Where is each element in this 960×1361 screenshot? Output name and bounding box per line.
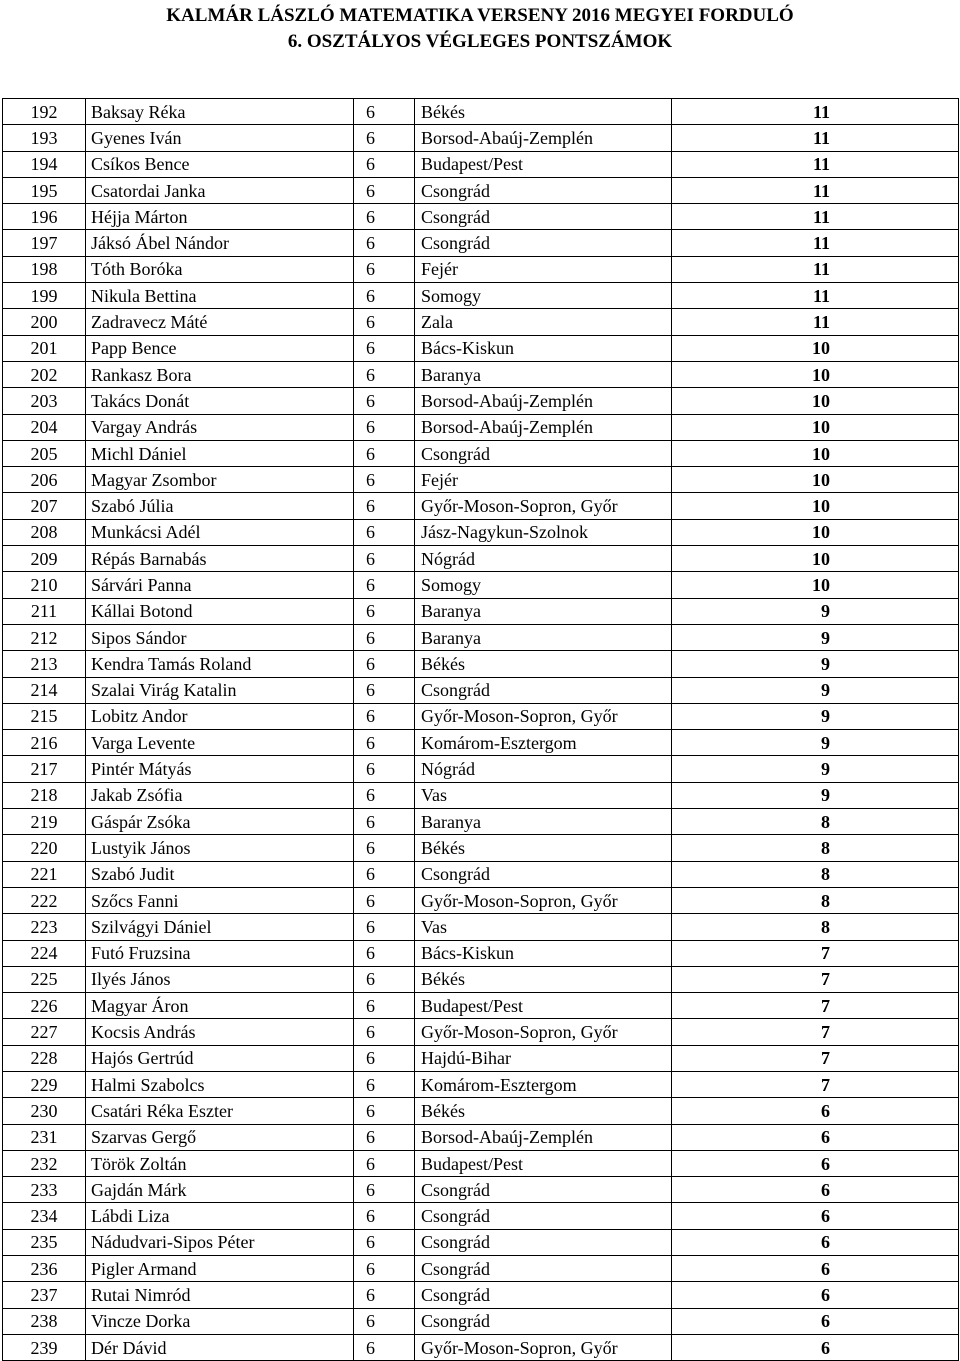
score-cell: 7 xyxy=(672,1019,959,1045)
county-cell: Csongrád xyxy=(415,440,672,466)
table-row xyxy=(3,493,959,519)
table-row xyxy=(3,572,959,598)
table-row xyxy=(3,1256,959,1282)
grade-cell: 6 xyxy=(354,546,415,572)
name-cell: Csatári Réka Eszter xyxy=(86,1098,354,1124)
county-cell: Csongrád xyxy=(415,177,672,203)
name-cell: Szarvas Gergő xyxy=(86,1124,354,1150)
table-row xyxy=(3,730,959,756)
grade-cell: 6 xyxy=(354,1098,415,1124)
score-cell: 6 xyxy=(672,1203,959,1229)
name-cell: Lábdi Liza xyxy=(86,1203,354,1229)
rank-cell: 214 xyxy=(3,677,86,703)
county-cell: Győr-Moson-Sopron, Győr xyxy=(415,1334,672,1360)
grade-cell: 6 xyxy=(354,651,415,677)
rank-cell: 215 xyxy=(3,703,86,729)
score-cell: 9 xyxy=(672,756,959,782)
grade-cell: 6 xyxy=(354,1124,415,1150)
rank-cell: 236 xyxy=(3,1256,86,1282)
name-cell: Futó Fruzsina xyxy=(86,940,354,966)
score-cell: 7 xyxy=(672,1045,959,1071)
score-cell: 11 xyxy=(672,99,959,125)
name-cell: Sipos Sándor xyxy=(86,624,354,650)
table-row xyxy=(3,467,959,493)
table-row xyxy=(3,1177,959,1203)
name-cell: Csíkos Bence xyxy=(86,151,354,177)
name-cell: Jáksó Ábel Nándor xyxy=(86,230,354,256)
table-row xyxy=(3,1308,959,1334)
score-cell: 11 xyxy=(672,256,959,282)
score-cell: 6 xyxy=(672,1282,959,1308)
county-cell: Békés xyxy=(415,835,672,861)
rank-cell: 228 xyxy=(3,1045,86,1071)
grade-cell: 6 xyxy=(354,1177,415,1203)
grade-cell: 6 xyxy=(354,1282,415,1308)
table-row xyxy=(3,99,959,125)
score-cell: 9 xyxy=(672,730,959,756)
table-row xyxy=(3,1282,959,1308)
county-cell: Borsod-Abaúj-Zemplén xyxy=(415,388,672,414)
table-row xyxy=(3,756,959,782)
rank-cell: 199 xyxy=(3,283,86,309)
table-row xyxy=(3,835,959,861)
name-cell: Lustyik János xyxy=(86,835,354,861)
grade-cell: 6 xyxy=(354,756,415,782)
grade-cell: 6 xyxy=(354,467,415,493)
grade-cell: 6 xyxy=(354,1071,415,1097)
score-cell: 9 xyxy=(672,703,959,729)
grade-cell: 6 xyxy=(354,493,415,519)
table-row xyxy=(3,335,959,361)
grade-cell: 6 xyxy=(354,835,415,861)
rank-cell: 197 xyxy=(3,230,86,256)
county-cell: Borsod-Abaúj-Zemplén xyxy=(415,125,672,151)
grade-cell: 6 xyxy=(354,887,415,913)
name-cell: Rankasz Bora xyxy=(86,361,354,387)
rank-cell: 234 xyxy=(3,1203,86,1229)
table-row xyxy=(3,677,959,703)
score-cell: 9 xyxy=(672,677,959,703)
table-row xyxy=(3,598,959,624)
table-row xyxy=(3,993,959,1019)
table-row xyxy=(3,256,959,282)
rank-cell: 226 xyxy=(3,993,86,1019)
score-cell: 10 xyxy=(672,467,959,493)
score-cell: 10 xyxy=(672,414,959,440)
county-cell: Csongrád xyxy=(415,1203,672,1229)
county-cell: Nógrád xyxy=(415,546,672,572)
table-row xyxy=(3,1045,959,1071)
score-cell: 8 xyxy=(672,835,959,861)
table-row xyxy=(3,782,959,808)
rank-cell: 211 xyxy=(3,598,86,624)
table-row xyxy=(3,414,959,440)
grade-cell: 6 xyxy=(354,1229,415,1255)
grade-cell: 6 xyxy=(354,914,415,940)
name-cell: Gyenes Iván xyxy=(86,125,354,151)
grade-cell: 6 xyxy=(354,730,415,756)
county-cell: Nógrád xyxy=(415,756,672,782)
grade-cell: 6 xyxy=(354,204,415,230)
rank-cell: 203 xyxy=(3,388,86,414)
score-cell: 10 xyxy=(672,493,959,519)
table-row xyxy=(3,1071,959,1097)
rank-cell: 206 xyxy=(3,467,86,493)
county-cell: Békés xyxy=(415,966,672,992)
name-cell: Munkácsi Adél xyxy=(86,519,354,545)
county-cell: Budapest/Pest xyxy=(415,1150,672,1176)
grade-cell: 6 xyxy=(354,151,415,177)
county-cell: Budapest/Pest xyxy=(415,993,672,1019)
table-row xyxy=(3,1203,959,1229)
score-cell: 9 xyxy=(672,624,959,650)
county-cell: Baranya xyxy=(415,809,672,835)
rank-cell: 239 xyxy=(3,1334,86,1360)
grade-cell: 6 xyxy=(354,519,415,545)
rank-cell: 219 xyxy=(3,809,86,835)
county-cell: Somogy xyxy=(415,283,672,309)
rank-cell: 195 xyxy=(3,177,86,203)
table-row xyxy=(3,204,959,230)
rank-cell: 225 xyxy=(3,966,86,992)
county-cell: Bács-Kiskun xyxy=(415,940,672,966)
county-cell: Csongrád xyxy=(415,1282,672,1308)
grade-cell: 6 xyxy=(354,125,415,151)
grade-cell: 6 xyxy=(354,256,415,282)
table-row xyxy=(3,624,959,650)
rank-cell: 208 xyxy=(3,519,86,545)
document-title: KALMÁR LÁSZLÓ MATEMATIKA VERSENY 2016 MEGYEI FORDULÓ xyxy=(166,5,794,26)
name-cell: Csatordai Janka xyxy=(86,177,354,203)
rank-cell: 212 xyxy=(3,624,86,650)
table-row xyxy=(3,914,959,940)
table-row xyxy=(3,703,959,729)
score-cell: 7 xyxy=(672,993,959,1019)
name-cell: Szabó Júlia xyxy=(86,493,354,519)
grade-cell: 6 xyxy=(354,309,415,335)
score-cell: 11 xyxy=(672,177,959,203)
county-cell: Fejér xyxy=(415,467,672,493)
score-cell: 11 xyxy=(672,151,959,177)
name-cell: Pintér Mátyás xyxy=(86,756,354,782)
score-cell: 6 xyxy=(672,1256,959,1282)
grade-cell: 6 xyxy=(354,572,415,598)
county-cell: Győr-Moson-Sopron, Győr xyxy=(415,493,672,519)
grade-cell: 6 xyxy=(354,335,415,361)
county-cell: Komárom-Esztergom xyxy=(415,730,672,756)
rank-cell: 198 xyxy=(3,256,86,282)
score-cell: 7 xyxy=(672,1071,959,1097)
score-cell: 10 xyxy=(672,361,959,387)
grade-cell: 6 xyxy=(354,283,415,309)
score-cell: 7 xyxy=(672,966,959,992)
name-cell: Török Zoltán xyxy=(86,1150,354,1176)
grade-cell: 6 xyxy=(354,177,415,203)
grade-cell: 6 xyxy=(354,440,415,466)
county-cell: Békés xyxy=(415,1098,672,1124)
rank-cell: 238 xyxy=(3,1308,86,1334)
county-cell: Bács-Kiskun xyxy=(415,335,672,361)
county-cell: Budapest/Pest xyxy=(415,151,672,177)
name-cell: Héjja Márton xyxy=(86,204,354,230)
grade-cell: 6 xyxy=(354,598,415,624)
table-row xyxy=(3,361,959,387)
table-row xyxy=(3,283,959,309)
rank-cell: 237 xyxy=(3,1282,86,1308)
name-cell: Gáspár Zsóka xyxy=(86,809,354,835)
grade-cell: 6 xyxy=(354,230,415,256)
name-cell: Varga Levente xyxy=(86,730,354,756)
score-cell: 11 xyxy=(672,204,959,230)
county-cell: Fejér xyxy=(415,256,672,282)
name-cell: Dér Dávid xyxy=(86,1334,354,1360)
rank-cell: 222 xyxy=(3,887,86,913)
county-cell: Jász-Nagykun-Szolnok xyxy=(415,519,672,545)
rank-cell: 229 xyxy=(3,1071,86,1097)
name-cell: Zadravecz Máté xyxy=(86,309,354,335)
score-cell: 6 xyxy=(672,1098,959,1124)
table-row xyxy=(3,861,959,887)
name-cell: Jakab Zsófia xyxy=(86,782,354,808)
county-cell: Vas xyxy=(415,782,672,808)
results-table-body xyxy=(3,99,959,1361)
score-cell: 10 xyxy=(672,335,959,361)
table-row xyxy=(3,546,959,572)
score-cell: 10 xyxy=(672,388,959,414)
document-subtitle: 6. OSZTÁLYOS VÉGLEGES PONTSZÁMOK xyxy=(287,31,673,52)
grade-cell: 6 xyxy=(354,1203,415,1229)
score-cell: 6 xyxy=(672,1334,959,1360)
grade-cell: 6 xyxy=(354,861,415,887)
table-row xyxy=(3,519,959,545)
rank-cell: 217 xyxy=(3,756,86,782)
score-cell: 9 xyxy=(672,651,959,677)
county-cell: Zala xyxy=(415,309,672,335)
county-cell: Győr-Moson-Sopron, Győr xyxy=(415,887,672,913)
county-cell: Komárom-Esztergom xyxy=(415,1071,672,1097)
grade-cell: 6 xyxy=(354,940,415,966)
rank-cell: 194 xyxy=(3,151,86,177)
name-cell: Szabó Judit xyxy=(86,861,354,887)
county-cell: Hajdú-Bihar xyxy=(415,1045,672,1071)
county-cell: Csongrád xyxy=(415,861,672,887)
table-row xyxy=(3,388,959,414)
name-cell: Répás Barnabás xyxy=(86,546,354,572)
grade-cell: 6 xyxy=(354,966,415,992)
county-cell: Baranya xyxy=(415,598,672,624)
table-row xyxy=(3,1334,959,1360)
rank-cell: 207 xyxy=(3,493,86,519)
rank-cell: 193 xyxy=(3,125,86,151)
name-cell: Nikula Bettina xyxy=(86,283,354,309)
grade-cell: 6 xyxy=(354,1150,415,1176)
name-cell: Magyar Áron xyxy=(86,993,354,1019)
name-cell: Lobitz Andor xyxy=(86,703,354,729)
rank-cell: 233 xyxy=(3,1177,86,1203)
table-row xyxy=(3,1229,959,1255)
name-cell: Baksay Réka xyxy=(86,99,354,125)
score-cell: 9 xyxy=(672,782,959,808)
grade-cell: 6 xyxy=(354,388,415,414)
grade-cell: 6 xyxy=(354,624,415,650)
grade-cell: 6 xyxy=(354,1334,415,1360)
grade-cell: 6 xyxy=(354,993,415,1019)
name-cell: Szilvágyi Dániel xyxy=(86,914,354,940)
table-row xyxy=(3,1019,959,1045)
name-cell: Kállai Botond xyxy=(86,598,354,624)
table-row xyxy=(3,651,959,677)
name-cell: Vargay András xyxy=(86,414,354,440)
rank-cell: 213 xyxy=(3,651,86,677)
name-cell: Gajdán Márk xyxy=(86,1177,354,1203)
county-cell: Borsod-Abaúj-Zemplén xyxy=(415,1124,672,1150)
table-row xyxy=(3,1124,959,1150)
score-cell: 6 xyxy=(672,1124,959,1150)
table-row xyxy=(3,809,959,835)
grade-cell: 6 xyxy=(354,1256,415,1282)
grade-cell: 6 xyxy=(354,99,415,125)
table-row xyxy=(3,230,959,256)
county-cell: Baranya xyxy=(415,361,672,387)
rank-cell: 205 xyxy=(3,440,86,466)
county-cell: Győr-Moson-Sopron, Győr xyxy=(415,1019,672,1045)
rank-cell: 192 xyxy=(3,99,86,125)
county-cell: Csongrád xyxy=(415,677,672,703)
rank-cell: 196 xyxy=(3,204,86,230)
rank-cell: 220 xyxy=(3,835,86,861)
table-row xyxy=(3,940,959,966)
rank-cell: 202 xyxy=(3,361,86,387)
name-cell: Halmi Szabolcs xyxy=(86,1071,354,1097)
county-cell: Somogy xyxy=(415,572,672,598)
county-cell: Borsod-Abaúj-Zemplén xyxy=(415,414,672,440)
results-table xyxy=(2,98,959,1361)
county-cell: Csongrád xyxy=(415,1177,672,1203)
rank-cell: 224 xyxy=(3,940,86,966)
name-cell: Kocsis András xyxy=(86,1019,354,1045)
grade-cell: 6 xyxy=(354,414,415,440)
name-cell: Nádudvari-Sipos Péter xyxy=(86,1229,354,1255)
name-cell: Papp Bence xyxy=(86,335,354,361)
table-row xyxy=(3,309,959,335)
name-cell: Kendra Tamás Roland xyxy=(86,651,354,677)
name-cell: Szalai Virág Katalin xyxy=(86,677,354,703)
table-row xyxy=(3,177,959,203)
rank-cell: 210 xyxy=(3,572,86,598)
county-cell: Csongrád xyxy=(415,230,672,256)
score-cell: 10 xyxy=(672,519,959,545)
score-cell: 10 xyxy=(672,546,959,572)
rank-cell: 200 xyxy=(3,309,86,335)
score-cell: 11 xyxy=(672,283,959,309)
name-cell: Michl Dániel xyxy=(86,440,354,466)
table-row xyxy=(3,151,959,177)
county-cell: Csongrád xyxy=(415,1229,672,1255)
rank-cell: 223 xyxy=(3,914,86,940)
county-cell: Csongrád xyxy=(415,1308,672,1334)
name-cell: Sárvári Panna xyxy=(86,572,354,598)
rank-cell: 201 xyxy=(3,335,86,361)
rank-cell: 216 xyxy=(3,730,86,756)
score-cell: 9 xyxy=(672,598,959,624)
score-cell: 6 xyxy=(672,1177,959,1203)
table-row xyxy=(3,125,959,151)
score-cell: 8 xyxy=(672,809,959,835)
grade-cell: 6 xyxy=(354,677,415,703)
table-row xyxy=(3,887,959,913)
rank-cell: 218 xyxy=(3,782,86,808)
county-cell: Baranya xyxy=(415,624,672,650)
score-cell: 8 xyxy=(672,887,959,913)
name-cell: Takács Donát xyxy=(86,388,354,414)
grade-cell: 6 xyxy=(354,361,415,387)
grade-cell: 6 xyxy=(354,1308,415,1334)
name-cell: Pigler Armand xyxy=(86,1256,354,1282)
county-cell: Békés xyxy=(415,99,672,125)
score-cell: 10 xyxy=(672,572,959,598)
county-cell: Vas xyxy=(415,914,672,940)
name-cell: Rutai Nimród xyxy=(86,1282,354,1308)
rank-cell: 204 xyxy=(3,414,86,440)
score-cell: 11 xyxy=(672,125,959,151)
table-row xyxy=(3,966,959,992)
table-row xyxy=(3,440,959,466)
grade-cell: 6 xyxy=(354,1019,415,1045)
rank-cell: 221 xyxy=(3,861,86,887)
rank-cell: 235 xyxy=(3,1229,86,1255)
name-cell: Ilyés János xyxy=(86,966,354,992)
name-cell: Tóth Boróka xyxy=(86,256,354,282)
name-cell: Hajós Gertrúd xyxy=(86,1045,354,1071)
rank-cell: 209 xyxy=(3,546,86,572)
grade-cell: 6 xyxy=(354,703,415,729)
table-row xyxy=(3,1150,959,1176)
score-cell: 6 xyxy=(672,1229,959,1255)
county-cell: Békés xyxy=(415,651,672,677)
score-cell: 6 xyxy=(672,1150,959,1176)
score-cell: 7 xyxy=(672,940,959,966)
name-cell: Magyar Zsombor xyxy=(86,467,354,493)
table-row xyxy=(3,1098,959,1124)
grade-cell: 6 xyxy=(354,782,415,808)
rank-cell: 232 xyxy=(3,1150,86,1176)
rank-cell: 230 xyxy=(3,1098,86,1124)
score-cell: 8 xyxy=(672,861,959,887)
county-cell: Csongrád xyxy=(415,1256,672,1282)
rank-cell: 227 xyxy=(3,1019,86,1045)
name-cell: Szőcs Fanni xyxy=(86,887,354,913)
score-cell: 11 xyxy=(672,230,959,256)
grade-cell: 6 xyxy=(354,1045,415,1071)
county-cell: Csongrád xyxy=(415,204,672,230)
score-cell: 10 xyxy=(672,440,959,466)
name-cell: Vincze Dorka xyxy=(86,1308,354,1334)
rank-cell: 231 xyxy=(3,1124,86,1150)
score-cell: 8 xyxy=(672,914,959,940)
score-cell: 11 xyxy=(672,309,959,335)
grade-cell: 6 xyxy=(354,809,415,835)
score-cell: 6 xyxy=(672,1308,959,1334)
county-cell: Győr-Moson-Sopron, Győr xyxy=(415,703,672,729)
